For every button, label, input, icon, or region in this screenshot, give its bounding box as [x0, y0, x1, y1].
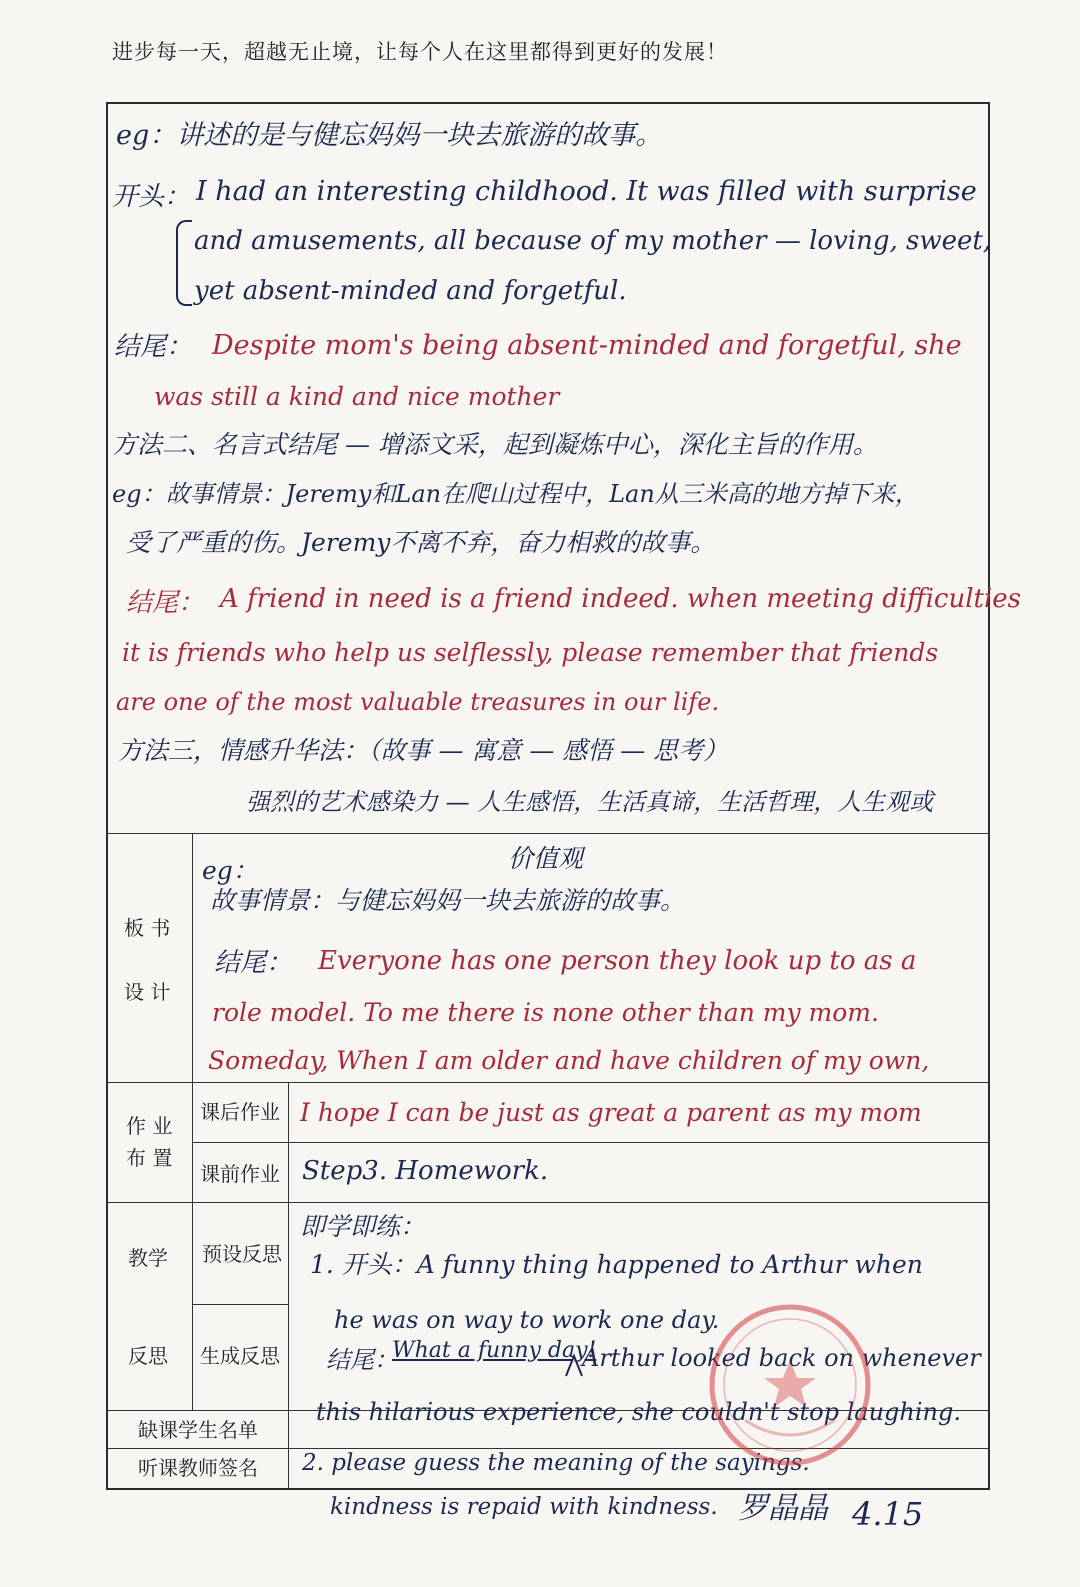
- official-seal-icon: [705, 1300, 875, 1470]
- observer-signature-label: 听课教师签名: [138, 1456, 258, 1480]
- signature-name: 罗晶晶: [738, 1491, 828, 1526]
- opening-brace: [176, 220, 192, 306]
- board-ending-line-2: role model. To me there is none other than my mom.: [212, 998, 879, 1027]
- ending2-line-1: A friend in need is a friend indeed. when meeting difficulties: [220, 584, 1021, 614]
- method3-detail-cont: 价值观: [508, 844, 584, 873]
- divider-board: [106, 833, 990, 834]
- signature-date: 4.15: [852, 1495, 924, 1533]
- practice-title: 即学即练：: [300, 1212, 426, 1241]
- divider-generated: [192, 1304, 288, 1305]
- ending1-line-1: Despite mom's being absent-minded and forgetful, she: [212, 330, 962, 361]
- before-class-label: 课前作业: [200, 1162, 280, 1186]
- opening-line-3: yet absent-minded and forgetful.: [194, 276, 627, 306]
- reflection-label-2: 反思: [128, 1344, 168, 1368]
- practice-item1-opening-cont: he was on way to work one day.: [334, 1306, 720, 1334]
- divider-before-class: [192, 1142, 990, 1143]
- board-ending-line-1: Everyone has one person they look up to as a: [318, 946, 917, 976]
- practice-item1-ending-label: 结尾：: [326, 1346, 398, 1374]
- example2-line-1: eg：故事情景：Jeremy和Lan在爬山过程中，Lan从三米高的地方掉下来，: [112, 480, 919, 508]
- practice-item1-opening: 1. 开头：A funny thing happened to Arthur when: [310, 1250, 923, 1279]
- example2-line-2: 受了严重的伤。Jeremy不离不弃，奋力相救的故事。: [126, 528, 716, 557]
- board-ending-line-3: Someday, When I am older and have children of my own,: [208, 1046, 930, 1075]
- practice-item1-ending-cont: this hilarious experience, she couldn't stop laughing.: [316, 1398, 961, 1426]
- ending-label-1: 结尾：: [114, 332, 193, 362]
- board-eg: eg：: [202, 856, 258, 885]
- method3-detail: 强烈的艺术感染力 — 人生感悟，生活真谛，生活哲理，人生观或: [246, 788, 934, 816]
- vline-subcol: [288, 1082, 289, 1490]
- opening-line-1: I had an interesting childhood. It was filled with surprise: [196, 176, 977, 207]
- practice-item1-ending: Arthur looked back on whenever: [582, 1344, 981, 1372]
- before-class-text: Step3. Homework.: [302, 1156, 549, 1186]
- board-scenario: 故事情景：与健忘妈妈一块去旅游的故事。: [210, 886, 686, 915]
- opening-label: 开头：: [112, 182, 191, 212]
- ending-label-2: 结尾：: [126, 588, 205, 618]
- motto: 进步每一天，超越无止境，让每个人在这里都得到更好的发展！: [112, 40, 728, 64]
- vline-board-lower: [192, 1243, 193, 1410]
- after-class-label: 课后作业: [200, 1100, 280, 1124]
- ending1-line-2: was still a kind and nice mother: [154, 382, 560, 411]
- homework-label-1: 作 业: [126, 1114, 173, 1138]
- method2-text: 方法二、名言式结尾 — 增添文采，起到凝炼中心，深化主旨的作用。: [112, 430, 878, 459]
- board-ending-label: 结尾：: [214, 948, 293, 978]
- example1-text: eg：讲述的是与健忘妈妈一块去旅游的故事。: [116, 120, 663, 151]
- practice-item2-cont: kindness is repaid with kindness.: [330, 1494, 718, 1520]
- after-class-text: I hope I can be just as great a parent as my mom: [300, 1098, 922, 1127]
- practice-item1-ending-insert: What a funny day!: [392, 1338, 597, 1363]
- divider-reflection: [106, 1202, 990, 1203]
- ending2-line-3: are one of the most valuable treasures in our life.: [116, 688, 720, 716]
- vline-board: [192, 833, 193, 1243]
- insert-caret-icon: [564, 1352, 584, 1378]
- reflection-label-1: 教学: [128, 1246, 168, 1270]
- practice-item2: 2. please guess the meaning of the sayings.: [302, 1450, 810, 1476]
- ending2-line-2: it is friends who help us selflessly, please remember that friends: [122, 638, 939, 667]
- divider-homework: [106, 1082, 990, 1083]
- method3-text: 方法三，情感升华法：（故事 — 寓意 — 感悟 — 思考）: [118, 736, 729, 765]
- board-label-2: 设 计: [124, 980, 171, 1004]
- generated-label: 生成反思: [200, 1344, 280, 1368]
- opening-line-2: and amusements, all because of my mother — loving, sweet,: [194, 226, 992, 256]
- board-label-1: 板 书: [124, 916, 171, 940]
- absent-students-label: 缺课学生名单: [138, 1418, 258, 1442]
- preset-label: 预设反思: [202, 1242, 282, 1266]
- homework-label-2: 布 置: [126, 1146, 173, 1170]
